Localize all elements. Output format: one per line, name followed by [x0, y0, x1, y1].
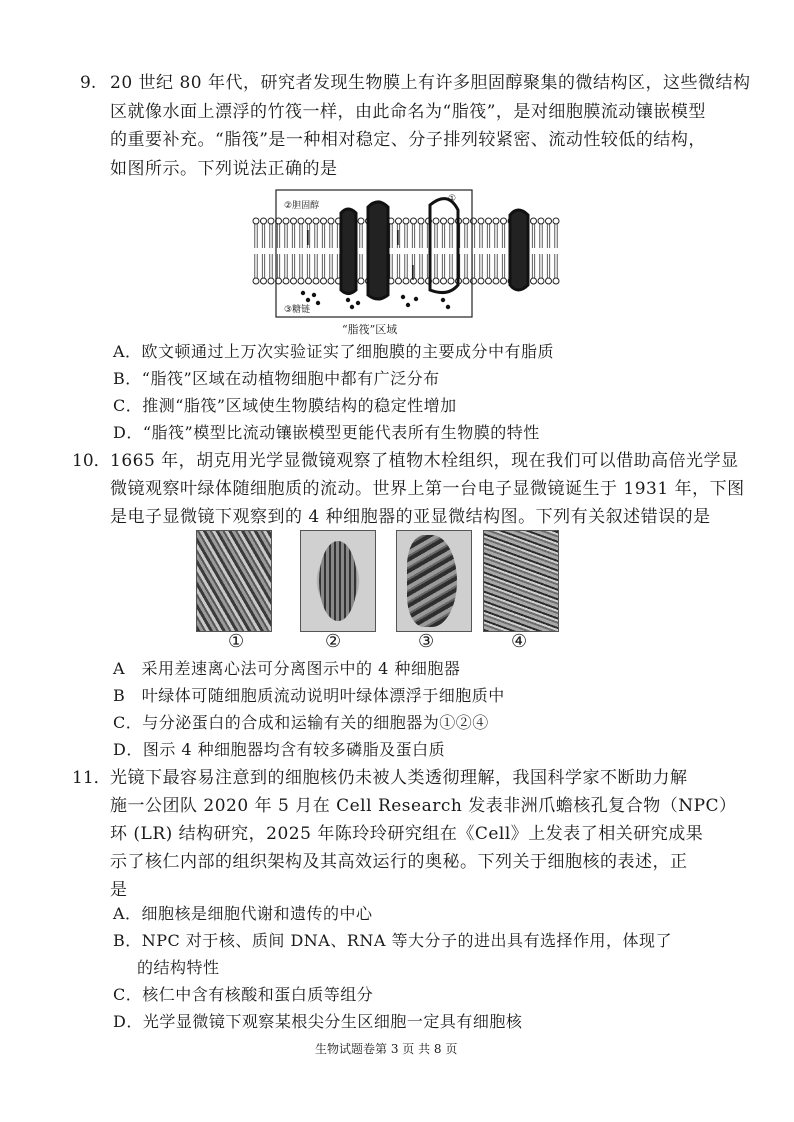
- q11-option-a: A．细胞核是细胞代谢和遗传的中心: [113, 904, 373, 923]
- q9-option-d: D．“脂筏”模型比流动镶嵌模型更能代表所有生物膜的特性: [113, 423, 540, 442]
- phospholipid-head: [463, 218, 469, 224]
- q9-option-b: B．“脂筏”区域在动植物细胞中都有广泛分布: [113, 369, 440, 388]
- phospholipid-head: [268, 218, 274, 224]
- phospholipid-head: [321, 278, 327, 284]
- q9-option-a: A．欧文顿通过上万次实验证实了细胞膜的主要成分中有脂质: [113, 342, 555, 361]
- question-11-line-5: 是: [110, 880, 128, 900]
- phospholipid-head: [418, 278, 424, 284]
- question-9-line-4: 如图所示。下列说法正确的是: [110, 159, 338, 179]
- phospholipid-head: [403, 278, 409, 284]
- question-10-line-1: 1665 年，胡克用光学显微镜观察了植物木栓组织，现在我们可以借助高倍光学显: [110, 451, 739, 471]
- phospholipid-head: [493, 278, 499, 284]
- phospholipid-head: [448, 218, 454, 224]
- phospholipid-head: [486, 218, 492, 224]
- phospholipid-head: [553, 278, 559, 284]
- question-10-line-3: 是电子显微镜下观察到的 4 种细胞器的亚显微结构图。下列有关叙述错误的是: [110, 507, 711, 527]
- image-label-1: ①: [228, 631, 245, 652]
- phospholipid-head: [321, 218, 327, 224]
- micrograph-golgi: [196, 530, 272, 632]
- phospholipid-head: [501, 218, 507, 224]
- phospholipid-head: [471, 218, 477, 224]
- phospholipid-head: [328, 278, 334, 284]
- phospholipid-head: [478, 218, 484, 224]
- q10-option-a: A 采用差速离心法可分离图示中的 4 种细胞器: [113, 659, 461, 678]
- phospholipid-head: [358, 218, 364, 224]
- phospholipid-head: [261, 218, 267, 224]
- phospholipid-head: [531, 278, 537, 284]
- phospholipid-head: [433, 218, 439, 224]
- phospholipid-head: [433, 278, 439, 284]
- phospholipid-head: [448, 278, 454, 284]
- q10-option-d: D．图示 4 种细胞器均含有较多磷脂及蛋白质: [113, 740, 446, 759]
- phospholipid-head: [283, 218, 289, 224]
- phospholipid-head: [298, 218, 304, 224]
- phospholipid-head: [253, 218, 259, 224]
- phospholipid-head: [403, 218, 409, 224]
- q11-option-b-continued: 的结构特性: [137, 958, 220, 977]
- phospholipid-head: [291, 278, 297, 284]
- phospholipid-head: [493, 218, 499, 224]
- phospholipid-head: [313, 218, 319, 224]
- question-10-number: 10．: [72, 451, 111, 471]
- q11-option-b: B．NPC 对于核、质间 DNA、RNA 等大分子的进出具有选择作用，体现了: [113, 931, 673, 950]
- phospholipid-head: [306, 218, 312, 224]
- phospholipid-head: [396, 218, 402, 224]
- phospholipid-head: [463, 278, 469, 284]
- micrograph-endoplasmic-reticulum: [483, 530, 559, 632]
- question-11-line-1: 光镜下最容易注意到的细胞核仍未被人类透彻理解，我国科学家不断助力解: [110, 768, 688, 788]
- phospholipid-head: [538, 218, 544, 224]
- phospholipid-head: [328, 218, 334, 224]
- phospholipid-head: [471, 278, 477, 284]
- phospholipid-head: [291, 218, 297, 224]
- phospholipid-head: [546, 218, 552, 224]
- image-label-2: ②: [325, 631, 342, 652]
- phospholipid-head: [261, 278, 267, 284]
- phospholipid-head: [501, 278, 507, 284]
- phospholipid-head: [538, 278, 544, 284]
- q10-option-c: C．与分泌蛋白的合成和运输有关的细胞器为①②④: [113, 713, 489, 732]
- q11-option-c: C．核仁中含有核酸和蛋白质等组分: [113, 985, 374, 1004]
- question-11-line-2: 施一公团队 2020 年 5 月在 Cell Research 发表非洲爪蟾核孔复合物（NPC）: [110, 796, 737, 816]
- question-9-line-2: 区就像水面上漂浮的竹筏一样，由此命名为“脂筏”，是对细胞膜流动镶嵌模型: [110, 102, 706, 122]
- phospholipid-head: [531, 218, 537, 224]
- phospholipid-head: [486, 278, 492, 284]
- label-sugar-chain: ③糖链: [284, 305, 311, 315]
- q10-option-b: B 叶绿体可随细胞质流动说明叶绿体漂浮于细胞质中: [113, 686, 505, 705]
- figure-caption: “脂筏”区域: [342, 323, 398, 336]
- phospholipid-head: [283, 278, 289, 284]
- phospholipid-head: [411, 218, 417, 224]
- phospholipid-head: [478, 278, 484, 284]
- phospholipid-head: [546, 278, 552, 284]
- phospholipid-head: [396, 278, 402, 284]
- label-protein: ①: [448, 194, 457, 204]
- q9-option-c: C．推测“脂筏”区域使生物膜结构的稳定性增加: [113, 396, 457, 415]
- question-11-number: 11．: [72, 768, 111, 788]
- image-label-4: ④: [511, 631, 528, 652]
- question-11-line-4: 示了核仁内部的组织架构及其高效运行的奥秘。下列关于细胞核的表述，正: [110, 852, 688, 872]
- page-footer: 生物试题卷第 3 页 共 8 页: [315, 1042, 458, 1056]
- phospholipid-head: [313, 278, 319, 284]
- question-10-line-2: 微镜观察叶绿体随细胞质的流动。世界上第一台电子显微镜诞生于 1931 年，下图: [110, 479, 745, 499]
- chloroplast-grana: [407, 535, 457, 627]
- question-9-number: 9.: [80, 73, 97, 93]
- phospholipid-head: [358, 278, 364, 284]
- label-cholesterol: ②胆固醇: [284, 201, 320, 211]
- q11-option-d: D．光学显微镜下观察某根尖分生区细胞一定具有细胞核: [113, 1012, 523, 1031]
- micrograph-mitochondrion: [300, 530, 376, 632]
- micrograph-chloroplast: [396, 530, 472, 632]
- image-label-3: ③: [418, 631, 435, 652]
- question-9-line-1: 20 世纪 80 年代，研究者发现生物膜上有许多胆固醇聚集的微结构区，这些微结构: [110, 73, 751, 93]
- phospholipid-head: [253, 278, 259, 284]
- phospholipid-head: [441, 218, 447, 224]
- question-9-line-3: 的重要补充。“脂筏”是一种相对稳定、分子排列较紧密、流动性较低的结构，: [110, 130, 706, 150]
- phospholipid-head: [418, 218, 424, 224]
- lipid-raft-figure: [248, 185, 568, 325]
- phospholipid-head: [298, 278, 304, 284]
- phospholipid-head: [268, 278, 274, 284]
- phospholipid-head: [441, 278, 447, 284]
- question-11-line-3: 环 (LR) 结构研究，2025 年陈玲玲研究组在《Cell》上发表了相关研究成果: [110, 824, 704, 844]
- mitochondrion-cristae: [319, 541, 357, 621]
- phospholipid-head: [306, 278, 312, 284]
- phospholipid-head: [553, 218, 559, 224]
